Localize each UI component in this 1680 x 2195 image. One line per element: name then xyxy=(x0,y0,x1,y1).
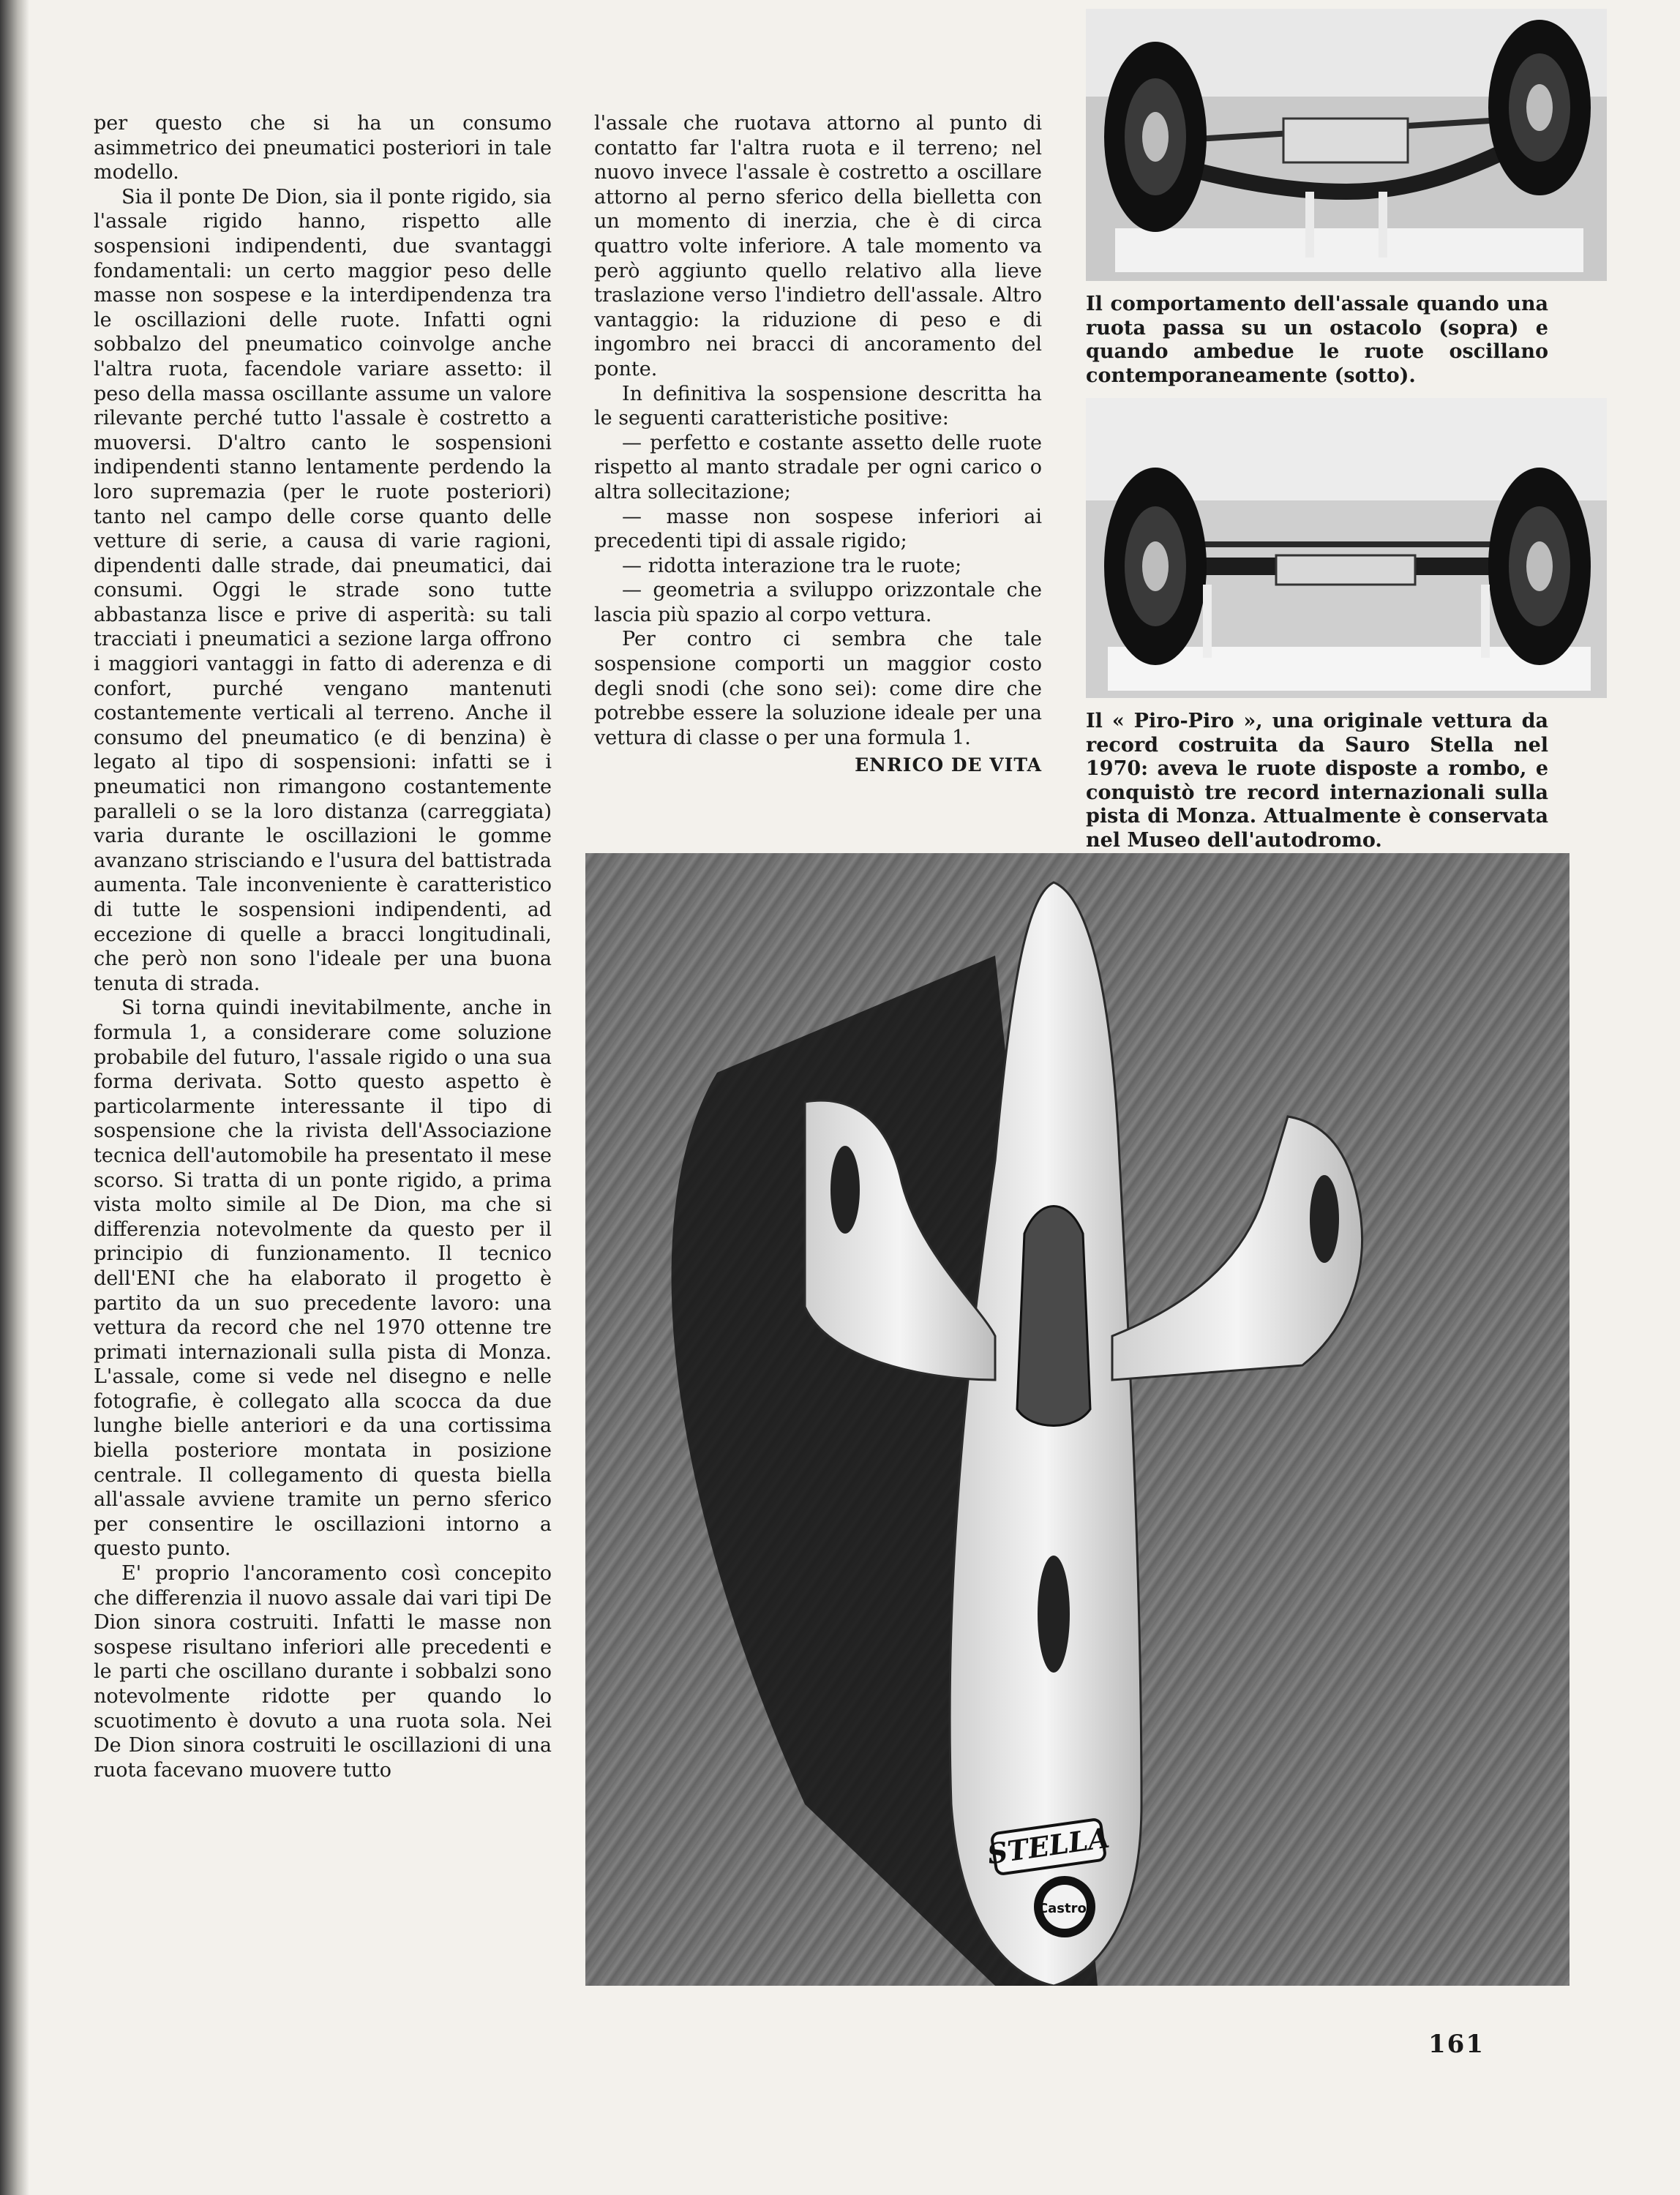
axle-photo-caption: Il comportamento dell'assale quando una ruota passa su un ostacolo (sopra) e quando ambedue le ruote oscillano contemporaneamente (sotto). xyxy=(1086,293,1548,387)
car-photo-caption: Il « Piro-Piro », una originale vettura da record costruita da Sauro Stella nel 1970: aveva le ruote disposte a rombo, e conquistò tre record internazionali sulla pista di Monza. Attualmente è conservata nel Museo dell'autodromo. xyxy=(1086,710,1548,852)
car-castrol-logo: Castrol xyxy=(1038,1901,1092,1916)
paragraph: per questo che si ha un consumo asimmetrico dei pneumatici posteriori in tale modello. xyxy=(94,112,552,184)
car-illustration xyxy=(585,853,1570,1986)
list-item: — perfetto e costante assetto delle ruote rispetto al manto stradale per ogni carico o altra sollecitazione; xyxy=(594,431,1042,503)
text-column-middle xyxy=(594,111,1042,778)
page-binding-shadow xyxy=(0,0,29,2195)
axle-photo-bottom xyxy=(1086,398,1607,698)
paragraph: Per contro ci sembra che tale sospensione comporti un maggior costo degli snodi (che sono sei): come dire che potrebbe essere la soluzione ideale per una vettura di classe o per una formula 1. xyxy=(594,628,1042,749)
axle-illustration-top xyxy=(1086,9,1607,281)
piro-piro-car-photo xyxy=(585,853,1570,1986)
axle-photo-top xyxy=(1086,9,1607,281)
car-stella-logo: STELLA xyxy=(985,1820,1111,1871)
author-signature: ENRICO DE VITA xyxy=(855,754,1042,776)
paragraph: E' proprio l'ancoramento così concepito che differenzia il nuovo assale dai vari tipi De Dion sinora costruiti. Infatti le masse non sospese risultano inferiori alle precedenti e le parti che oscillano durante i sobbalzi sono notevolmente ridotte per quando lo scuotimento è dovuto a una ruota sola. Nei De Dion sinora costruiti le oscillazioni di una ruota facevano muovere tutto xyxy=(94,1562,552,1782)
paragraph: Si torna quindi inevitabilmente, anche in formula 1, a considerare come soluzione probabile del futuro, l'assale rigido o una sua forma derivata. Sotto questo aspetto è particolarmente interessante il tipo di sospensione che la rivista dell'Associazione tecnica dell'automobile ha presentato il mese scorso. Si tratta di un ponte rigido, a prima vista molto simile al De Dion, ma che si differenzia notevolmente da questo per il principio di funzionamento. Il tecnico dell'ENI che ha elaborato il progetto è partito da un suo precedente lavoro: una vettura da record che nel 1970 ottenne tre primati internazionali sulla pista di Monza. L'assale, come si vede nel disegno e nelle fotografie, è collegato alla scocca da due lunghe bielle anteriori e da una cortissima biella posteriore montata in posizione centrale. Il collegamento di questa biella all'assale avviene tramite un perno sferico per consentire le oscillazioni intorno a questo punto. xyxy=(94,997,552,1561)
list-item: — masse non sospese inferiori ai precedenti tipi di assale rigido; xyxy=(594,505,1042,553)
list-item: — ridotta interazione tra le ruote; xyxy=(622,554,962,577)
axle-illustration-bottom xyxy=(1086,398,1607,698)
page-number: 161 xyxy=(1428,2030,1485,2059)
paragraph: Sia il ponte De Dion, sia il ponte rigido, sia l'assale rigido hanno, rispetto alle sospensioni indipendenti, due svantaggi fondamentali: un certo maggior peso delle masse non sospese e la interdipendenza tra le oscillazioni delle ruote. Infatti ogni sobbalzo del pneumatico coinvolge anche l'altra ruota, facendole variare assetto: il peso della massa oscillante assume un valore rilevante perché tutto l'assale è costretto a muoversi. D'altro canto le sospensioni indipendenti stanno lentamente perdendo la loro supremazia (per le ruote posteriori) tanto nel campo delle corse quanto delle vetture di serie, a causa di varie ragioni, dipendenti dalle strade, dai pneumatici, dai consumi. Oggi le strade sono tutte abbastanza lisce e prive di asperità: su tali tracciati i pneumatici a sezione larga offrono i maggiori vantaggi in fatto di aderenza e di confort, purché vengano mantenuti costantemente verticali al terreno. Anche il consumo del pneumatico (e di benzina) è legato al tipo di sospensioni: infatti se i pneumatici non rimangono costantemente paralleli o se la loro distanza (carreggiata) varia durante le oscillazioni le gomme avanzano strisciando e l'usura del battistrada aumenta. Tale inconveniente è caratteristico di tutte le sospensioni indipendenti, ad eccezione di quelle a bracci longitudinali, che però non sono l'ideale per una buona tenuta di strada. xyxy=(94,185,552,995)
paragraph: l'assale che ruotava attorno al punto di contatto far l'altra ruota e il terreno; nel nuovo invece l'assale è costretto a oscillare attorno al perno sferico della bielletta con un momento di inerzia, che è di circa quattro volte inferiore. A tale momento va però aggiunto quello relativo alla lieve traslazione verso l'indietro dell'assale. Altro vantaggio: la riduzione di peso e di ingombro nei bracci di ancoramento del ponte. xyxy=(594,112,1042,380)
list-item: — geometria a sviluppo orizzontale che lascia più spazio al corpo vettura. xyxy=(594,579,1042,626)
paragraph: In definitiva la sospensione descritta ha le seguenti caratteristiche positive: xyxy=(594,382,1042,430)
text-column-left xyxy=(94,111,552,1782)
